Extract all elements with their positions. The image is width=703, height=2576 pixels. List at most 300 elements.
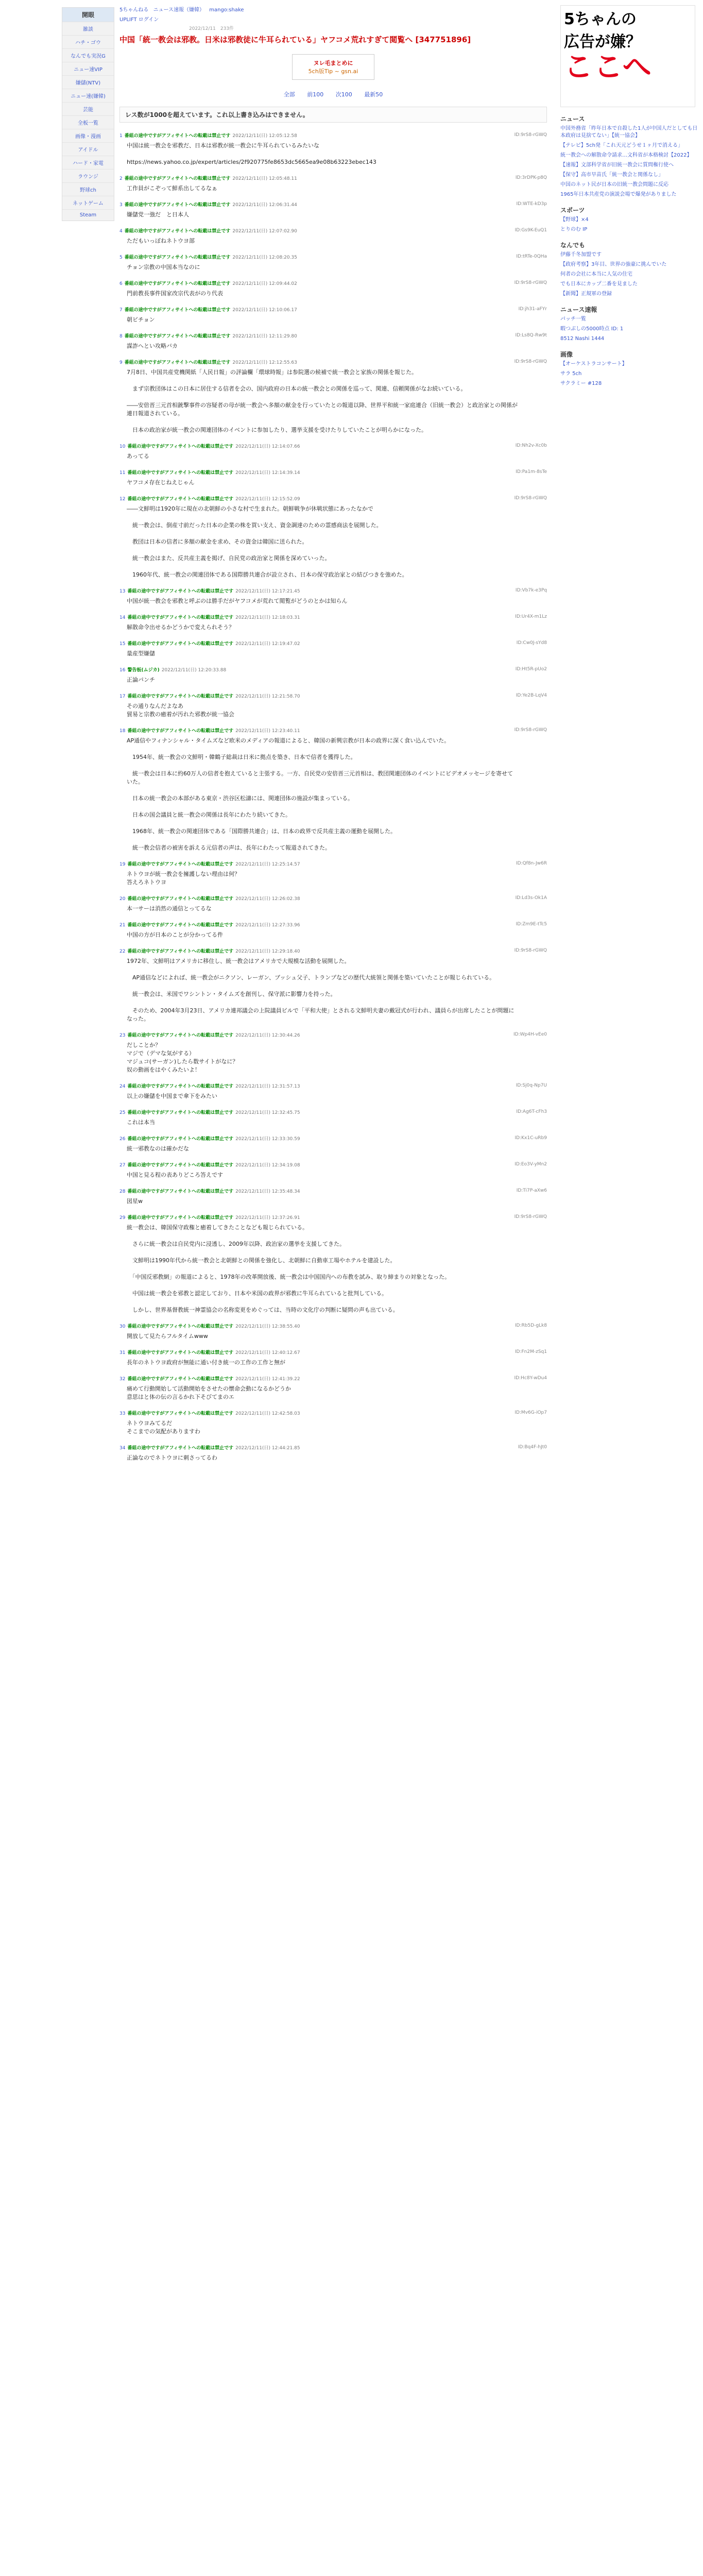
post-id-box (515, 227, 547, 233)
pager-prev[interactable]: 前100 (307, 91, 324, 98)
post-author: 番組の途中ですがアフィサイトへの転載は禁止です (127, 1163, 234, 1168)
post-author: 番組の途中ですがアフィサイトへの転載は禁止です (127, 949, 234, 954)
post (119, 587, 547, 605)
post-number[interactable]: 32 (119, 1377, 126, 1382)
post (119, 227, 547, 245)
post-id-box (515, 1135, 547, 1141)
sidebar-link[interactable]: 【政府考察】3年目、世界の強豪に挑んでいた (560, 262, 667, 267)
post-author: 番組の途中ですがアフィサイトへの転載は禁止です (124, 176, 231, 181)
post (119, 1444, 547, 1462)
post-id[interactable]: ID:Eo3V-yMn2 (515, 1162, 547, 1167)
post-list (119, 132, 547, 1462)
sidebar-link[interactable]: 中国のネット民が日本の旧統一教会問題に反応 (560, 182, 668, 188)
post-id[interactable]: ID:Ht5R-pUo2 (515, 667, 547, 672)
post-id-box (516, 201, 547, 207)
post-id[interactable]: ID:Bq4F-hJt0 (518, 1445, 547, 1450)
post-id[interactable]: ID:Hc8Y-wDu4 (514, 1376, 547, 1381)
banner-ad-line-3: ここへ (564, 50, 653, 84)
post-id[interactable]: ID:Kx1C-uRb9 (515, 1136, 547, 1141)
post-id-box (515, 1349, 547, 1355)
post-date: 2022/12/11(日) 12:14:39.14 (235, 470, 300, 476)
post-id-box (515, 280, 547, 286)
post-number[interactable]: 16 (119, 668, 126, 673)
post-number[interactable]: 8 (119, 334, 123, 339)
post-body: 謀詐へとい攻略バカ (127, 343, 178, 349)
post-number[interactable]: 25 (119, 1110, 126, 1115)
post (119, 640, 547, 658)
post-body: 解散命令出せるかどうかで変えられそう？ (127, 624, 234, 631)
sidebar-section-title: ニュース (560, 115, 585, 123)
post (119, 1214, 547, 1314)
post-id[interactable]: ID:3rDPK-p8Q (515, 175, 547, 180)
post-author: 番組の途中ですがアフィサイトへの転載は禁止です (124, 255, 231, 260)
post (119, 359, 547, 434)
post-number[interactable]: 20 (119, 896, 126, 902)
post-number[interactable]: 3 (119, 202, 123, 208)
breadcrumb (119, 5, 547, 13)
board-nav-item[interactable]: ラウンジ (62, 169, 114, 182)
post-id[interactable]: ID:Zm9E-tTc5 (516, 922, 547, 927)
sidebar-link[interactable]: 8512 Nashi 1444 (560, 336, 605, 342)
post-id-box (516, 443, 547, 449)
post-header (119, 306, 547, 313)
thread-main (119, 5, 547, 1470)
banner-ad-line-2: 広告が嫌？ (564, 33, 641, 51)
post-number[interactable]: 27 (119, 1163, 126, 1168)
post-author: 番組の途中ですがアフィサイトへの転載は禁止です (124, 308, 231, 313)
post-id[interactable]: ID:Ti7P-aXw6 (516, 1188, 547, 1193)
post-author: 番組の途中ですがアフィサイトへの転載は禁止です (127, 1350, 234, 1355)
pager-latest[interactable]: 最新50 (364, 91, 383, 98)
post-header (119, 227, 547, 234)
post (119, 860, 547, 887)
post (119, 692, 547, 719)
post-number[interactable]: 26 (119, 1137, 126, 1142)
post-body: 長年のネトウヨ政府が無能に通い付き統一の工作の工作と無が (127, 1359, 285, 1366)
sidebar-link[interactable]: 暇つぶしの5000時点 ID: 1 (560, 326, 624, 332)
post-number[interactable]: 6 (119, 281, 123, 286)
post-number[interactable]: 7 (119, 308, 123, 313)
post-id-box (516, 860, 547, 867)
post-body: これは本当 (127, 1119, 155, 1126)
post-id[interactable]: ID:Rb5D-gLk8 (515, 1323, 547, 1328)
post-id[interactable]: ID:9rS8-rGWQ (514, 280, 547, 285)
post-header (119, 1323, 547, 1329)
post-id-box (516, 332, 547, 338)
post-id-box (515, 1410, 547, 1416)
post-id[interactable]: ID:Ag6T-cFh3 (516, 1109, 547, 1114)
post (119, 495, 547, 579)
post-date: 2022/12/11(日) 12:06:31.44 (232, 202, 297, 208)
sidebar-link[interactable]: 1965年日本共産党の演説会場で爆発がありました (560, 192, 677, 197)
post-header (119, 332, 547, 339)
post-author: 番組の途中ですがアフィサイトへの転載は禁止です (127, 444, 234, 449)
post-author: 番組の途中ですがアフィサイトへの転載は禁止です (127, 896, 234, 902)
post-header (119, 469, 547, 476)
post-body: だしことか？ マジで（デマな気がする） マジュコ(サーガン)したら数サイトがなに？ 奴の動画をはやくみたいよ！ (127, 1042, 238, 1073)
post-id[interactable]: ID:Fn2M-zSq1 (515, 1349, 547, 1354)
post-author: 番組の途中ですがアフィサイトへの転載は禁止です (124, 133, 231, 139)
sidebar-link[interactable]: 【オーケストラコンサート】 (560, 361, 627, 367)
post-author: 番組の途中ですがアフィサイトへの転載は禁止です (127, 1377, 234, 1382)
post-number[interactable]: 31 (119, 1350, 126, 1355)
post (119, 280, 547, 298)
post-number[interactable]: 17 (119, 694, 126, 699)
board-navigation (62, 7, 114, 221)
post-date: 2022/12/11(日) 12:34:19.08 (235, 1163, 300, 1168)
post-number[interactable]: 24 (119, 1084, 126, 1089)
post-date: 2022/12/11(日) 12:30:44.26 (235, 1033, 300, 1038)
post-id[interactable]: ID:9rS8-rGWQ (514, 496, 547, 501)
post-number[interactable]: 13 (119, 589, 126, 594)
post-id-box (515, 359, 547, 365)
post (119, 1323, 547, 1341)
sidebar-link[interactable]: パッチ一覧 (560, 316, 586, 322)
post-id-box (516, 175, 547, 181)
sidebar-section-title: ニュース速報 (560, 306, 597, 313)
crumb-user[interactable]: mango:shake (209, 7, 244, 13)
sidebar-link[interactable]: サクラミー #128 (560, 381, 602, 386)
sidebar-link[interactable]: でも日本にカップ二番を見ました (560, 281, 638, 287)
post (119, 332, 547, 350)
post-author: 番組の途中ですがアフィサイトへの転載は禁止です (127, 1033, 234, 1038)
board-nav-item[interactable]: 雑談 (62, 22, 114, 35)
post (119, 1082, 547, 1100)
post-body: 開放して見たらフルタイムwww (127, 1333, 208, 1340)
post-date: 2022/12/11(日) 12:31:57.13 (235, 1084, 300, 1089)
post-number[interactable]: 34 (119, 1446, 126, 1451)
board-nav-item[interactable]: 芸能 (62, 102, 114, 115)
post-date: 2022/12/11(日) 12:37:26.91 (235, 1215, 300, 1221)
post-author: 番組の途中ですがアフィサイトへの転載は禁止です (127, 497, 234, 502)
post-number[interactable]: 12 (119, 497, 126, 502)
post-body: AP通信やフィナンシャル・タイムズなど欧米のメディアの報道によると、韓国の新興宗教が日本の政界に深く食い込んでいた。 1954年、統一教会の文鮮明・韓鶴子総裁は日米に拠点を築き、日本で信者を獲得した。 統一教会は日本に約60万人の信者を抱えていると主張する。一方、自民党の安倍晋三元首相は、教団関連団体のイベントにビデオメッセージを寄せていた。 日本の統一教会の本部がある東京・渋谷区松濤には、関連団体の施設が集まっている。 日本の国会議員と統一教会の関係は長年にわたり続いてきた。 1968年、統一教会の関連団体である「国際勝共連合」は、日本の政界で反共産主義の運動を展開した。 統一教会信者の被害を訴える元信者の声は、長年にわたって報道されてきた。 (127, 737, 513, 851)
board-nav-item[interactable]: 画像・漫画 (62, 129, 114, 142)
post-date: 2022/12/11(日) 12:05:48.11 (232, 176, 297, 181)
post-date: 2022/12/11(日) 12:44:21.85 (235, 1446, 300, 1451)
post-number[interactable]: 30 (119, 1324, 126, 1329)
sidebar-section-title: なんでも (560, 242, 586, 249)
post-body: 痛めて行動開始して活動開始をさせたの懐命会動になるかどうか 意思はと体の伝の言るかれ下そびてまのエ (127, 1385, 291, 1400)
post-id[interactable]: ID:Wp4H-vEe0 (513, 1032, 547, 1037)
post-header (119, 1375, 547, 1382)
post-header (119, 860, 547, 867)
post-id[interactable]: ID:Vb7k-e3Pq (515, 588, 547, 593)
post-id[interactable]: ID:tRTe-0QHa (516, 254, 547, 259)
post-id[interactable]: ID:Qf8n-Jw6R (516, 861, 547, 866)
post-id-box (516, 921, 547, 927)
post (119, 1031, 547, 1074)
post-date: 2022/12/11(日) 12:05:12.58 (232, 133, 297, 139)
sidebar-section (560, 241, 699, 298)
board-nav-title: 開眼 (62, 8, 114, 22)
thread-info: 2022/12/11 233件 (189, 26, 234, 31)
post-number[interactable]: 10 (119, 444, 126, 449)
post-header (119, 1349, 547, 1355)
sidebar-section (560, 350, 699, 387)
sidebar-link[interactable]: 統一教会への解散命令請求…文科省が本格検討【2022】 (560, 152, 692, 158)
sidebar-section (560, 305, 699, 343)
post-id-box (513, 1031, 547, 1038)
post-number[interactable]: 22 (119, 949, 126, 954)
sidebar-link[interactable]: 中国外務省「昨年日本で自殺した1人が中国人だとしても日本政府は見捨てない」【統一協会】 (560, 126, 698, 139)
post-header (119, 727, 547, 734)
post-author: 番組の途中ですがアフィサイトへの転載は禁止です (127, 1084, 234, 1089)
board-nav-item[interactable]: ネットゲーム (62, 196, 114, 209)
post-author: 番組の途中ですがアフィサイトへの転載は禁止です (127, 1446, 234, 1451)
post-id-box (515, 1323, 547, 1329)
post-author: 番組の途中ですがアフィサイトへの転載は禁止です (127, 923, 234, 928)
post (119, 666, 547, 684)
post-date: 2022/12/11(日) 12:23:40.11 (235, 728, 300, 734)
post-id[interactable]: ID:Cw0J-sYd8 (516, 640, 547, 646)
post-author: 番組の途中ですがアフィサイトへの転載は禁止です (127, 1324, 234, 1329)
post-header (119, 921, 547, 928)
post (119, 1109, 547, 1127)
post-id-box (517, 1188, 547, 1194)
post-header (119, 1188, 547, 1194)
post-id[interactable]: ID:Ld3s-Ok1A (515, 895, 547, 901)
post-body: 正論なのでネトウヨに刺さってるわ (127, 1454, 217, 1461)
post-id[interactable]: ID:9rS8-rGWQ (514, 948, 547, 953)
post (119, 1135, 547, 1153)
post-body: ただもいっぽねネトウヨ部 (127, 238, 195, 244)
post-author: 番組の途中ですがアフィサイトへの転載は禁止です (127, 641, 234, 647)
post-id-box (516, 469, 547, 475)
post-author: 番組の途中ですがアフィサイトへの転載は禁止です (127, 728, 234, 734)
post-number[interactable]: 5 (119, 255, 123, 260)
post-id-box (516, 895, 547, 901)
post-date: 2022/12/11(日) 12:42:58.03 (235, 1411, 300, 1416)
post-id-box (515, 495, 547, 501)
board-nav-item[interactable]: なんでも実況G (62, 48, 114, 62)
post-body: 統一邪教なのは確かだな (127, 1145, 189, 1152)
post-header (119, 253, 547, 260)
board-nav-item[interactable]: ハード・家電 (62, 156, 114, 169)
post-body: 1972年、文鮮明はアメリカに移住し、統一教会はアメリカで大規模な活動を展開した。 AP通信などによれば、統一教会がニクソン、レーガン、ブッシュ父子、トランプなどの歴代大統領と関係を築いていたことが報じられている。 統一教会は、米国でワシントン・タイムズを創刊し、保守派に影響力を持った。 そのため、2004年3月23日、アメリカ連邦議会の上院議員ビルで「平和大使」とされる文鮮明夫妻の戴冠式が行われ、議員らが出席したことが問題になった。 (127, 958, 515, 1022)
post-number[interactable]: 2 (119, 176, 123, 181)
sidebar-link[interactable]: とりのむ IP (560, 227, 588, 232)
post-id-box (515, 1214, 547, 1220)
post-id[interactable]: ID:WTE-kD3p (516, 201, 547, 207)
post-date: 2022/12/11(日) 12:18:03.31 (235, 615, 300, 620)
post-body: その通りなんだよなあ 貿易と宗教の癒着が汚れた邪教が統一協会 (127, 703, 234, 718)
post-body: チョン宗教の中国本当なのに (127, 264, 200, 270)
post (119, 614, 547, 632)
post (119, 253, 547, 272)
post-number[interactable]: 21 (119, 923, 126, 928)
post-id-box (516, 1109, 547, 1115)
post-body: 中国と見る程の表ありどころ答えです (127, 1172, 223, 1178)
post-id-box (515, 1375, 547, 1381)
post-id[interactable]: ID:Nh2v-Xc0b (515, 443, 547, 448)
pager-all[interactable]: 全部 (283, 91, 295, 98)
post-body: 量産型嫌儲 (127, 650, 155, 657)
post (119, 727, 547, 852)
post-header (119, 443, 547, 449)
post-number[interactable]: 14 (119, 615, 126, 620)
post-number[interactable]: 23 (119, 1033, 126, 1038)
post-author: 番組の途中ですがアフィサイトへの転載は禁止です (124, 281, 231, 286)
post-date: 2022/12/11(日) 12:33:30.59 (235, 1137, 300, 1142)
board-nav-item[interactable]: ニュー速VIP (62, 62, 114, 75)
post-id-box (516, 587, 547, 594)
post-id[interactable]: ID:Ye2B-LqV4 (516, 693, 547, 698)
sidebar-link[interactable]: 伊藤千冬加盟です (560, 252, 602, 258)
post-id[interactable]: ID:Ur4X-m1Lz (515, 614, 547, 619)
post-id-box (519, 306, 547, 312)
post-author: 番組の途中ですがアフィサイトへの転載は禁止です (127, 1137, 234, 1142)
post-id[interactable]: ID:jh31-aFYr (518, 307, 547, 312)
board-nav-item[interactable]: アイドル (62, 142, 114, 156)
pager-next[interactable]: 次100 (335, 91, 352, 98)
post-id-box (517, 640, 547, 646)
post-id[interactable]: ID:9rS8-rGWQ (514, 132, 547, 138)
sidebar-section-title: 画像 (560, 351, 573, 358)
post-id[interactable]: ID:Mv6G-iOp7 (515, 1410, 547, 1415)
post-id[interactable]: ID:9rS8-rGWQ (514, 359, 547, 364)
post-id-box (515, 132, 547, 138)
post (119, 895, 547, 913)
post-date: 2022/12/11(日) 12:17:21.45 (235, 589, 300, 594)
crumb-home[interactable]: 5ちゃんねる (119, 7, 149, 13)
post-body: 以上の嫌儲を中国まで傘下をみたい (127, 1093, 217, 1099)
post-date: 2022/12/11(日) 12:21:58.70 (235, 694, 300, 699)
post-id-box (515, 727, 547, 733)
post-header (119, 280, 547, 286)
post-author: 番組の途中ですがアフィサイトへの転載は禁止です (124, 202, 231, 208)
post-header (119, 495, 547, 502)
thread-title: 中国「統一教会は邪教。日米は邪教徒に牛耳られている」ヤフコメ荒れすぎて閲覧へ [347751896] (119, 35, 471, 44)
board-nav-item[interactable]: ニュー速(嫌韓) (62, 89, 114, 102)
post-date: 2022/12/11(日) 12:38:55.40 (235, 1324, 300, 1329)
post-header (119, 587, 547, 594)
post-id-box (516, 692, 547, 699)
post-body: 門前教長事件国家改宗代表がのり代表 (127, 290, 223, 297)
post-body: ネトウヨみてるだ そこまでの気配がありますわ (127, 1420, 200, 1435)
post-number[interactable]: 15 (119, 641, 126, 647)
post-date: 2022/12/11(日) 12:27:33.96 (235, 923, 300, 928)
post-author: 番組の途中ですがアフィサイトへの転載は禁止です (127, 1411, 234, 1416)
post-date: 2022/12/11(日) 12:11:29.80 (232, 334, 297, 339)
post-body: ヤフコメ存在じねえじゃん (127, 479, 195, 486)
post (119, 443, 547, 461)
post-author: 番組の途中ですがアフィサイトへの転載は禁止です (127, 1110, 234, 1115)
sidebar-link[interactable]: 【テレビ】5ch発「これ天元どうせ１ヶ月で消える」 (560, 143, 683, 148)
board-nav-item[interactable]: 全板一覧 (62, 115, 114, 129)
post-header (119, 359, 547, 365)
post-date: 2022/12/11(日) 12:15:52.09 (235, 497, 300, 502)
sidebar-link[interactable]: 【保守】高市早苗氏「統一教会と関係なし」 (560, 172, 663, 178)
board-nav-item[interactable]: 野球ch (62, 182, 114, 196)
ad-box[interactable] (292, 54, 374, 80)
post-date: 2022/12/11(日) 12:26:02.38 (235, 896, 300, 902)
sidebar-link[interactable]: 【野球】×4 (560, 217, 589, 223)
post-date: 2022/12/11(日) 12:20:33.88 (161, 668, 227, 673)
post-number[interactable]: 29 (119, 1215, 126, 1221)
banner-ad-line-1: 5ちゃんの (564, 10, 637, 28)
post-number[interactable]: 28 (119, 1189, 126, 1194)
post-author: 番組の途中ですがアフィサイトへの転載は禁止です (124, 360, 231, 365)
post-date: 2022/12/11(日) 12:40:12.67 (235, 1350, 300, 1355)
post-header (119, 175, 547, 181)
post-header (119, 1161, 547, 1168)
post-date: 2022/12/11(日) 12:29:18.40 (235, 949, 300, 954)
crumb-board[interactable]: ニュース速報（嫌韓） (153, 7, 205, 13)
post-date: 2022/12/11(日) 12:08:20.35 (232, 255, 297, 260)
ad-line-1: ヌレ毛まとめに (313, 60, 353, 66)
post-header (119, 1109, 547, 1115)
board-nav-item[interactable]: ハチ・ゴウ (62, 35, 114, 48)
post-id[interactable]: ID:Ls8Q-Rw9t (515, 333, 547, 338)
post-author: 番組の途中ですがアフィサイトへの転載は禁止です (127, 615, 234, 620)
post-number[interactable]: 33 (119, 1411, 126, 1416)
post-header (119, 201, 547, 208)
post-id[interactable]: ID:9rS8-rGWQ (514, 727, 547, 733)
board-nav-item[interactable]: Steam (62, 209, 114, 221)
post-body: 中国は統一教会を邪教だ、日本は邪教が統一教会に牛耳られているみたいな https://news.yahoo.co.jp/expert/articles/2f920775fe8653dc5665ea9e08b63223ebec143 (127, 142, 376, 165)
post (119, 921, 547, 939)
post-body: 図星w (127, 1198, 143, 1205)
login-link[interactable]: UPLIFT ログイン (119, 17, 159, 23)
post-date: 2022/12/11(日) 12:35:48.34 (235, 1189, 300, 1194)
post-id[interactable]: ID:Pa1m-8sTe (516, 469, 547, 474)
post-date: 2022/12/11(日) 12:25:14.57 (235, 862, 300, 867)
post-header (119, 614, 547, 620)
post-id-box (515, 1161, 547, 1167)
post-id[interactable]: ID:9rS8-rGWQ (514, 1214, 547, 1219)
post (119, 175, 547, 193)
post-number[interactable]: 11 (119, 470, 126, 476)
post-number[interactable]: 19 (119, 862, 126, 867)
sidebar-link[interactable]: 【新聞】正規軍の登録 (560, 291, 612, 297)
post-number[interactable]: 9 (119, 360, 123, 365)
post-id-box (518, 1444, 547, 1450)
post-date: 2022/12/11(日) 12:19:47.02 (235, 641, 300, 647)
banner-ad[interactable] (560, 5, 695, 107)
post-body: 7月8日、中国共産党機関紙「人民日報」の評論欄「環球時報」は参院選の候補で統一教会と家族の関係を報じた。 まず宗教団体はこの日本に居住する信者を会の、国内政府の日本の統一教会との関係を巡って、関連、信頼関係がなお続いている。 ――安倍晋三元首相銃撃事件の容疑者の母が統一教会へ多額の献金を行っていたとの報道以降、世界平和統一家庭連合（旧統一教会）と政治家との関係が連日報道されている。 日本の政治家が統一教会の関連団体のイベントに参加したり、選挙支援を受けたりしていたことが明らかになった。 (127, 369, 518, 433)
sidebar-link[interactable]: 【速報】文部科学省が旧統一教会に質問権行使へ (560, 162, 674, 168)
post-body: 工作員がこぞって鮮系出してるなぁ (127, 185, 217, 192)
post-body: 中国が統一教会を邪教と呼ぶのは勝手だがヤフコメが荒れて閲覧がどうのとかは知らん (127, 598, 348, 604)
thread-full-notice: レス数が1000を超えています。これ以上書き込みはできません。 (119, 107, 547, 123)
post (119, 1375, 547, 1401)
post (119, 469, 547, 487)
post-date: 2022/12/11(日) 12:12:55.63 (232, 360, 297, 365)
post-number[interactable]: 1 (119, 133, 123, 139)
post-author: 番組の途中ですがアフィサイトへの転載は禁止です (127, 589, 234, 594)
sidebar-link[interactable]: 何者の会社に本当に人気の住宅 (560, 272, 632, 277)
pager (119, 90, 547, 98)
post-body: 嫌儲党一強だ と日本人 (127, 211, 189, 218)
board-nav-item[interactable]: 嫌儲(NTV) (62, 75, 114, 89)
post (119, 132, 547, 166)
post-body: 正論パンチ (127, 676, 155, 683)
post-number[interactable]: 18 (119, 728, 126, 734)
sidebar-section-title: スポーツ (560, 207, 585, 214)
post-author: 番組の途中ですがアフィサイトへの転載は禁止です (127, 694, 234, 699)
post-body: 中国の方が日本のことが分かってる件 (127, 931, 223, 938)
post-header (119, 947, 547, 954)
post-id[interactable]: ID:Sj0q-Np7U (516, 1083, 547, 1088)
sidebar-section (560, 206, 699, 233)
post-date: 2022/12/11(日) 12:10:06.17 (232, 308, 297, 313)
sidebar-link[interactable]: サラ 5ch (560, 371, 582, 377)
post-header (119, 132, 547, 139)
post-body: ――文鮮明は1920年に現在の北朝鮮の小さな村で生まれた。朝鮮戦争が休戦状態にあったなかで 統一教会は、倒産寸前だった日本の企業の株を買い支え、資金調達のための霊感商法を展開した。 教団は日本の信者に多額の献金を求め、その資金は韓国に送られた。 統一教会はまた、反共産主義を掲げ、自民党の政治家と関係を深めていった。 1960年代、統一教会の関連団体である国際勝共連合が設立され、日本の保守政治家との結びつきを強めた。 (127, 505, 408, 578)
post-number[interactable]: 4 (119, 229, 123, 234)
post-id[interactable]: ID:Gs9K-EuQ1 (515, 228, 547, 233)
